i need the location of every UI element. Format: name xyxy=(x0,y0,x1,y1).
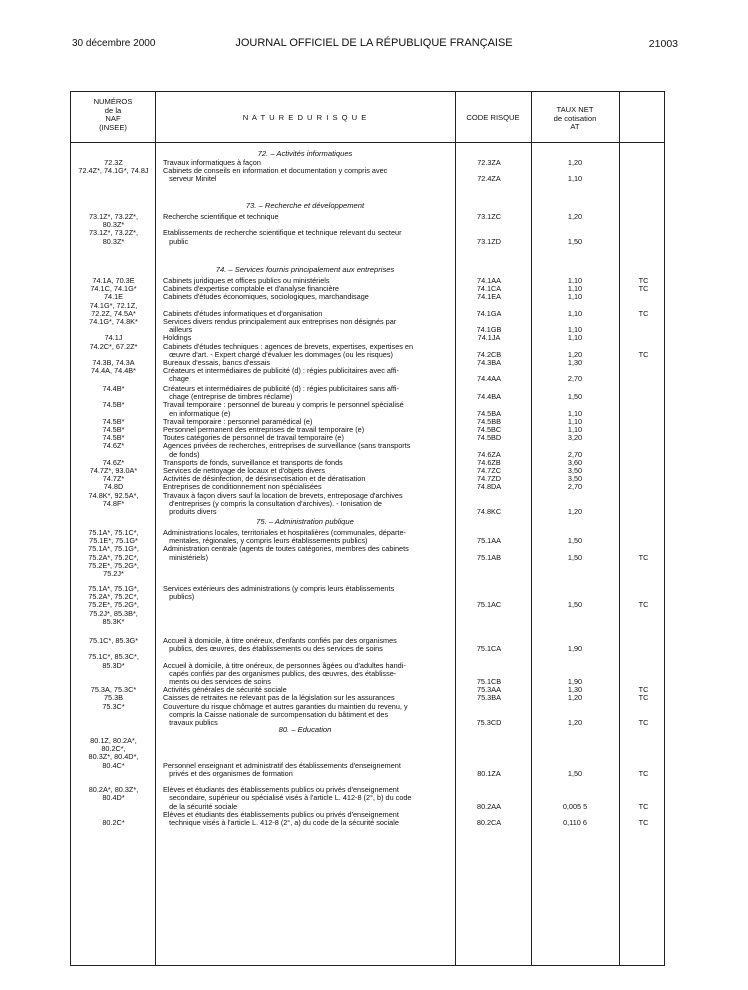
naf-cell: 72.3Z 72.4Z*, 74.1G*, 74.8J xyxy=(78,158,149,176)
naf-cell: 75.1A*, 75.1G*, 75.2A*, 75.2C*, 75.2E*, 75.2G*, 75.2J*, 85.3B*, 85.3K* xyxy=(88,584,139,626)
nature-cell: Travaux informatiques à façon Cabinets de conseils en information et documentation y compris avec serveur Minitel xyxy=(163,158,388,184)
page-number: 21003 xyxy=(648,38,678,50)
nature-cell: Services extérieurs des administrations (y compris leurs établissements publics) xyxy=(163,584,395,602)
code-cell: 80.1ZA 80.2AA 80.2CA xyxy=(476,768,502,828)
tc-cell: TC xyxy=(638,552,649,562)
nature-cell: Créateurs et intermédiaires de publicité (d) : régies publicitaires sans affi- chage (entreprise de timbres réclame) Travail temporaire : personnel de bureau y compris le personnel spécialisé en informatique (e) Travail temporaire : personnel paramédical (e) Personnel permanent des entreprises de travail temporaire (e) Toutes catégories de personnel de travail temporaire (e) Agences privées de recherches, entreprises de surveillance (sans transports de fonds) Transports de fonds, surveillance et transports de fonds Services de nettoyage de locaux et d'objets divers Activités de désinfection, de désinsectisation et de dératisation Entreprises de conditionnement non spécialisées Travaux à façon divers sauf la location de brevets, entreposage d'archives d'entreprises (y compris la consultation d'archives). - Ionisation de produits divers xyxy=(163,384,411,517)
nature-cell: Administrations locales, territoriales et hospitalières (communales, départe- mentales, régionales, y compris leurs établissements publics) Administration centrale (agents de toutes catégories, membres des cabinets ministériels) xyxy=(163,528,409,562)
col-header-code: CODE RISQUE xyxy=(466,113,520,122)
nature-cell: Personnel enseignant et administratif des établissements d'enseignement privés et des organismes de formation Elèves et étudiants des établissements publics ou privés d'enseignement secondaire, supérieur ou spécialisé visés à l'article L. 412-8 (2°, b) du code de la sécurité sociale Elèves et étudiants des établissements publics ou privés d'enseignement technique visés à l'article L. 412-8 (2°, a) du code de la sécurité sociale xyxy=(163,760,412,828)
naf-cell: 73.1Z*, 73.2Z*, 80.3Z* 73.1Z*, 73.2Z*, 80.3Z* xyxy=(88,212,139,246)
taux-cell: 1,50 xyxy=(567,600,583,610)
taux-cell: 1,20 1,50 xyxy=(567,212,583,246)
table-body xyxy=(71,147,664,965)
tc-cell: TC TC TC xyxy=(638,685,649,728)
naf-cell: 74.4B* 74.5B* 74.5B* 74.5B* 74.5B* 74.6Z* 74.6Z* 74.7Z*, 93.0A* 74.7Z* 74.8D 74.8K*, 92.5A*, 74.8F* xyxy=(88,384,139,508)
code-cell: 73.1ZC 73.1ZD xyxy=(477,212,501,246)
taux-cell: 1,10 1,10 1,10 1,10 1,10 1,10 1,20 1,30 2,70 xyxy=(567,276,583,384)
taux-cell: 1,50 0,005 5 0,110 6 xyxy=(562,768,588,828)
code-cell: 74.1AA 74.1CA 74.1EA 74.1GA 74.1GB 74.1JA 74.2CB 74.3BA 74.4AA xyxy=(476,276,502,384)
naf-cell: 75.1C*, 85.3G* 75.1C*, 85.3C*, 85.3D* 75.3A, 75.3C* 75.3B 75.3C* xyxy=(88,636,139,711)
tc-cell: TC xyxy=(638,600,649,610)
risk-table xyxy=(70,91,665,966)
col-header-naf: NUMÉROS de la NAF (INSEE) xyxy=(93,97,133,132)
naf-cell: 75.1A*, 75.1C*, 75.1E*, 75.1G* 75.1A*, 75.1G*, 75.2A*, 75.2C*, 75.2E*, 75.2G*, 75.2J* xyxy=(88,528,139,579)
tc-cell: TC TC TC TC xyxy=(638,276,649,359)
tc-cell: TC TC TC xyxy=(638,768,649,828)
nature-cell: Cabinets juridiques et offices publics ou ministériels Cabinets d'expertise comptable et d'analyse financière Cabinets d'études économiques, sociologiques, marchandisage Cabinets d'études informatiques et d'organisation Services divers rendus principalement aux entreprises non désignés par ailleurs Holdings Cabinets d'études techniques : agences de brevets, expertises, expertises en œuvre d'art. - Expert chargé d'évaluer les dommages (ou les risques) Bureaux d'essais, bancs d'essais Créateurs et intermédiaires de publicité (d) : régies publicitaires avec affi- chage xyxy=(163,276,414,384)
taux-cell: 1,90 1,90 1,30 1,20 1,20 xyxy=(567,644,583,728)
section-heading: 73. – Recherche et développement xyxy=(245,201,365,210)
col-header-taux: TAUX NET de cotisation AT xyxy=(553,105,597,132)
section-heading: 74. – Services fournis principalement aux entreprises xyxy=(215,265,395,274)
code-cell: 74.4BA 74.5BA 74.5BB 74.5BC 74.5BD 74.6ZA 74.6ZB 74.7ZC 74.7ZD 74.8DA 74.8KC xyxy=(476,392,502,517)
journal-title: JOURNAL OFFICIEL DE LA RÉPUBLIQUE FRANÇAISE xyxy=(235,37,513,49)
nature-cell: Accueil à domicile, à titre onéreux, d'enfants confiés par des organismes publics, des œuvres, des établissements ou des services de soins Accueil à domicile, à titre onéreux, de personnes âgées ou d'adultes handi- capés confiés par des organismes publics, des œuvres, des établisse- ments ou des services de soins Activités générales de sécurité sociale Caisses de retraites ne relevant pas de la législation sur les assurances Couverture du risque chômage et autres garanties du maintien du revenu, y compris la Caisse nationale de surcompensation du bâtiment et des travaux publics xyxy=(163,636,408,728)
naf-cell: 80.1Z, 80.2A*, 80.2C*, 80.3Z*, 80.4D*, 80.4C* 80.2A*, 80.3Z*, 80.4D* 80.2C* xyxy=(88,736,139,828)
code-cell: 72.3ZA 72.4ZA xyxy=(477,158,501,184)
page-date: 30 décembre 2000 xyxy=(72,38,156,49)
code-cell: 75.1AC xyxy=(476,600,502,610)
taux-cell: 1,50 1,50 xyxy=(567,536,583,562)
section-heading: 72. – Activités informatiques xyxy=(257,149,353,158)
section-heading: 75. – Administration publique xyxy=(256,517,354,526)
taux-cell: 1,20 1,10 xyxy=(567,158,583,184)
nature-cell: Recherche scientifique et technique Etablissements de recherche scientifique et technique relevant du secteur public xyxy=(163,212,402,246)
code-cell: 75.1CA 75.1CB 75.3AA 75.3BA 75.3CD xyxy=(476,644,502,728)
naf-cell: 74.1A, 70.3E 74.1C, 74.1G* 74.1E 74.1G*, 72.1Z, 72.2Z, 74.5A* 74.1G*, 74.8K* 74.1J 74.2C*, 67.2Z* 74.3B, 74.3A 74.4A, 74.4B* xyxy=(89,276,138,376)
header-rule xyxy=(71,142,664,143)
section-heading: 80. – Education xyxy=(278,725,332,734)
col-header-nature: N A T U R E D U R I S Q U E xyxy=(242,113,368,122)
code-cell: 75.1AA 75.1AB xyxy=(477,536,501,562)
taux-cell: 1,50 1,10 1,10 1,10 3,20 2,70 3,60 3,50 3,50 2,70 1,20 xyxy=(567,392,583,517)
